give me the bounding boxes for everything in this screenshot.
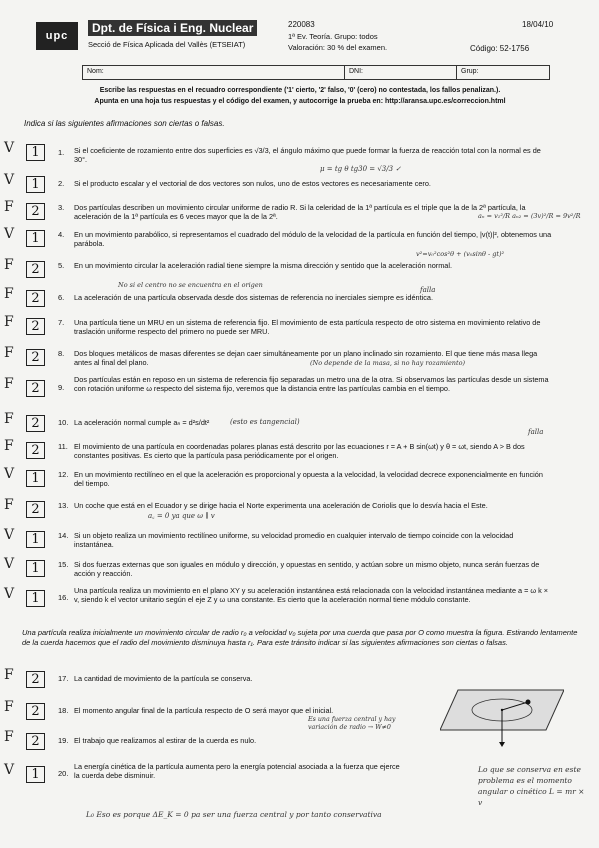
question-text: Dos partículas están en reposo en un sistema de referencia fijo separadas un metro una de la otra. Si observamos las partículas desde un sistema con rotación uniforme ω respecto del sistema fijo, veremos que la distancia entre las partículas cambia en el tiempo. (74, 375, 549, 393)
note-q5: No si el centro no se encuentra en el origen (118, 281, 263, 289)
grade-mark: V (4, 586, 15, 602)
grade-mark: F (4, 411, 14, 427)
grade-mark: V (4, 172, 15, 188)
note-bottom: L₀ Eso es porque ΔE_K = 0 pa ser una fuerza central y por tanto conservativa (86, 810, 382, 819)
figure-plane (440, 688, 564, 748)
note-q19: Es una fuerza central y hay variación de radio → W≠0 (308, 716, 396, 731)
note-q6: falla (420, 286, 436, 294)
answer-box[interactable]: 2 (26, 501, 45, 518)
grade-mark: V (4, 226, 15, 242)
question-number: 19. (58, 736, 69, 745)
answer-box[interactable]: 1 (26, 560, 45, 577)
note-q8: (No depende de la masa, si no hay rozamiento) (310, 359, 466, 367)
department-title: Dpt. de Física i Eng. Nuclear (88, 20, 257, 36)
upc-logo: upc (36, 22, 78, 50)
answer-box[interactable]: 1 (26, 531, 45, 548)
question-number: 5. (58, 261, 65, 270)
question-text: Dos partículas describen un movimiento circular uniforme de radio R. Si la celeridad de la 1ª partícula es el triple que la de la 2ª partícula, la aceleración de la 1ª partícula es 6 veces mayor que la de la 2ª. (74, 203, 526, 221)
question-text: En un movimiento parabólico, si representamos el cuadrado del módulo de la velocidad de la partícula en función del tiempo, |v(t)|², obtenemos una parábola. (74, 230, 552, 248)
answer-box[interactable]: 1 (26, 470, 45, 487)
question-number: 9. (58, 383, 65, 392)
grade-mark: F (4, 699, 14, 715)
answer-box[interactable]: 2 (26, 290, 45, 307)
question-text: El movimiento de una partícula en coordenadas polares planas está descrito por las ecuaciones r = A + B sin(ωt) y θ = ωt, siendo A > B dos constantes positivas. Es cierto que la partícula pasa periódicamente por el origen. (74, 442, 525, 460)
intro-text: Indica si las siguientes afirmaciones son ciertas o falsas. (24, 119, 225, 128)
answer-box[interactable]: 1 (26, 176, 45, 193)
answer-box[interactable]: 1 (26, 766, 45, 783)
exam-date: 18/04/10 (522, 20, 554, 29)
question-number: 3. (58, 203, 65, 212)
question-text: La cantidad de movimiento de la partícula se conserva. (74, 674, 253, 683)
note-q4: v²=v₀²cos²θ + (v₀sinθ - gt)² (416, 250, 505, 258)
particle (526, 700, 531, 705)
grade-mark: V (4, 466, 15, 482)
answer-box[interactable]: 2 (26, 703, 45, 720)
grade-mark: V (4, 527, 15, 543)
question-text: La energía cinética de la partícula aumenta pero la energía potencial asociada a la fuerza que ejerce la cuerda debe disminuir. (74, 762, 400, 780)
student-form (82, 65, 550, 80)
grade-mark: F (4, 438, 14, 454)
question-number: 1. (58, 148, 65, 157)
question-number: 2. (58, 179, 65, 188)
answer-box[interactable]: 2 (26, 380, 45, 397)
group-field[interactable]: Grup: (461, 68, 479, 75)
question-number: 16. (58, 593, 69, 602)
answer-box[interactable]: 2 (26, 203, 45, 220)
grade-mark: V (4, 140, 15, 156)
question-text: La aceleración de una partícula observada desde dos sistemas de referencia no inerciales siempre es idéntica. (74, 293, 433, 302)
question-text: Si el coeficiente de rozamiento entre dos superficies es √3/3, el ángulo máximo que puede formar la fuerza de reacción total con la normal es de 30°. (74, 146, 541, 164)
exam-line-2: Valoración: 30 % del examen. (288, 43, 388, 52)
note-right: Lo que se conserva en este problema es el momento angular o cinético L = mr × v (478, 765, 585, 807)
question-text: Si dos fuerzas externas que son iguales en módulo y dirección, y opuestas en sentido, y actúan sobre un mismo objeto, nunca serán fuerzas de acción y reacción. (74, 560, 540, 578)
answer-box[interactable]: 2 (26, 415, 45, 432)
answer-box[interactable]: 1 (26, 144, 45, 161)
answer-box[interactable]: 2 (26, 671, 45, 688)
question-text: Dos bloques metálicos de masas diferentes se dejan caer simultáneamente por un plano inclinado sin rozamiento. El que tiene más masa llega antes al final del plano. (74, 349, 538, 367)
question-number: 13. (58, 501, 69, 510)
note-q3: aₙ = v₁²/R aₙ₂ = (3v)²/R = 9v²/R (478, 212, 581, 220)
question-text: Un coche que está en el Ecuador y se dirige hacia el Norte experimenta una aceleración de Coriolis que lo desvía hacia el Este. (74, 501, 488, 510)
note-q10: (esto es tangencial) (230, 418, 300, 426)
answer-box[interactable]: 2 (26, 261, 45, 278)
answer-box[interactable]: 2 (26, 442, 45, 459)
question-number: 10. (58, 418, 69, 427)
answer-box[interactable]: 2 (26, 733, 45, 750)
question-number: 11. (58, 442, 68, 451)
note-q11: falla (528, 428, 544, 436)
question-text: La aceleración normal cumple aₙ = d²s/dt² (74, 418, 210, 427)
grade-mark: F (4, 729, 14, 745)
grade-mark: F (4, 667, 14, 683)
grade-mark: F (4, 376, 14, 392)
grade-mark: F (4, 345, 14, 361)
question-number: 18. (58, 706, 69, 715)
question-text: Si un objeto realiza un movimiento rectilíneo uniforme, su velocidad promedio en cualquier intervalo de tiempo coincide con la velocidad instantánea. (74, 531, 514, 549)
grade-mark: F (4, 257, 14, 273)
question-text: En un movimiento rectilíneo en el que la aceleración es proporcional y opuesta a la velocidad, la velocidad decrece exponencialmente en función del tiempo. (74, 470, 543, 488)
note-q13: a꜀ = 0 ya que ω ∥ v (148, 512, 215, 520)
answer-box[interactable]: 2 (26, 349, 45, 366)
question-number: 15. (58, 560, 69, 569)
exam-line-1: 1ª Ev. Teoría. Grupo: todos (288, 32, 378, 41)
question-text: El trabajo que realizamos al estirar de la cuerda es nulo. (74, 736, 257, 745)
origin-point (501, 709, 503, 711)
grade-mark: F (4, 286, 14, 302)
question-text: Si el producto escalar y el vectorial de dos vectores son nulos, uno de estos vectores es necesariamente cero. (74, 179, 431, 188)
grade-mark: V (4, 762, 15, 778)
grade-mark: F (4, 497, 14, 513)
question-text: En un movimiento circular la aceleración radial tiene siempre la misma dirección y sentido que la aceleración normal. (74, 261, 452, 270)
question-text: El momento angular final de la partícula respecto de O será mayor que el inicial. (74, 706, 334, 715)
answer-box[interactable]: 2 (26, 318, 45, 335)
pull-arrow (499, 742, 505, 747)
question-number: 17. (58, 674, 69, 683)
instruction-1: Escribe las respuestas en el recuadro correspondiente ('1' cierto, '2' falso, '0' (cero) no contestada, los fallos penalizan.). (99, 87, 501, 94)
section-name: Secció de Física Aplicada del Vallès (ETSEIAT) (88, 40, 246, 49)
exam-code-label: Código: 52-1756 (470, 44, 530, 53)
question-number: 4. (58, 230, 65, 239)
answer-box[interactable]: 1 (26, 230, 45, 247)
question-number: 6. (58, 293, 65, 302)
name-field[interactable]: Nom: (83, 66, 345, 79)
exam-code: 220083 (288, 20, 315, 29)
answer-box[interactable]: 1 (26, 590, 45, 607)
question-number: 12. (58, 470, 69, 479)
problem-statement: Una partícula realiza inicialmente un movimiento circular de radio r₀ a velocidad v₀ sujeta por una cuerda que pasa por O como muestra la figura. Estirando lentamente de la cuerda hacemos que el radio del movimiento disminuya hasta r₁. Para este tránsito indicar si las siguientes afirmaciones son ciertas o falsas. (22, 628, 578, 647)
question-number: 14. (58, 531, 69, 540)
dni-field[interactable]: DNI: (345, 66, 457, 79)
question-number: 7. (58, 318, 65, 327)
grade-mark: V (4, 556, 15, 572)
grade-mark: F (4, 199, 14, 215)
grade-mark: F (4, 314, 14, 330)
instruction-2: Apunta en una hoja tus respuestas y el código del examen, y autocorrige la prueba en: http://aransa.upc.es/correccion.html (94, 98, 506, 105)
question-text: Una partícula realiza un movimiento en el plano XY y su aceleración instantánea está relacionada con la velocidad instantánea mediante a = ω k × v, siendo k el vector unitario según el eje Z y ω una constante. Es cierto que la aceleración normal tiene módulo constante. (74, 586, 549, 604)
note-q1: μ = tg θ tg30 = √3/3 ✓ (320, 165, 402, 173)
question-number: 20. (58, 769, 69, 778)
question-text: Una partícula tiene un MRU en un sistema de referencia fijo. El movimiento de esta partícula respecto de otro sistema en movimiento relativo de traslación uniforme respecto del primero no puede ser MRU. (74, 318, 541, 336)
question-number: 8. (58, 349, 65, 358)
